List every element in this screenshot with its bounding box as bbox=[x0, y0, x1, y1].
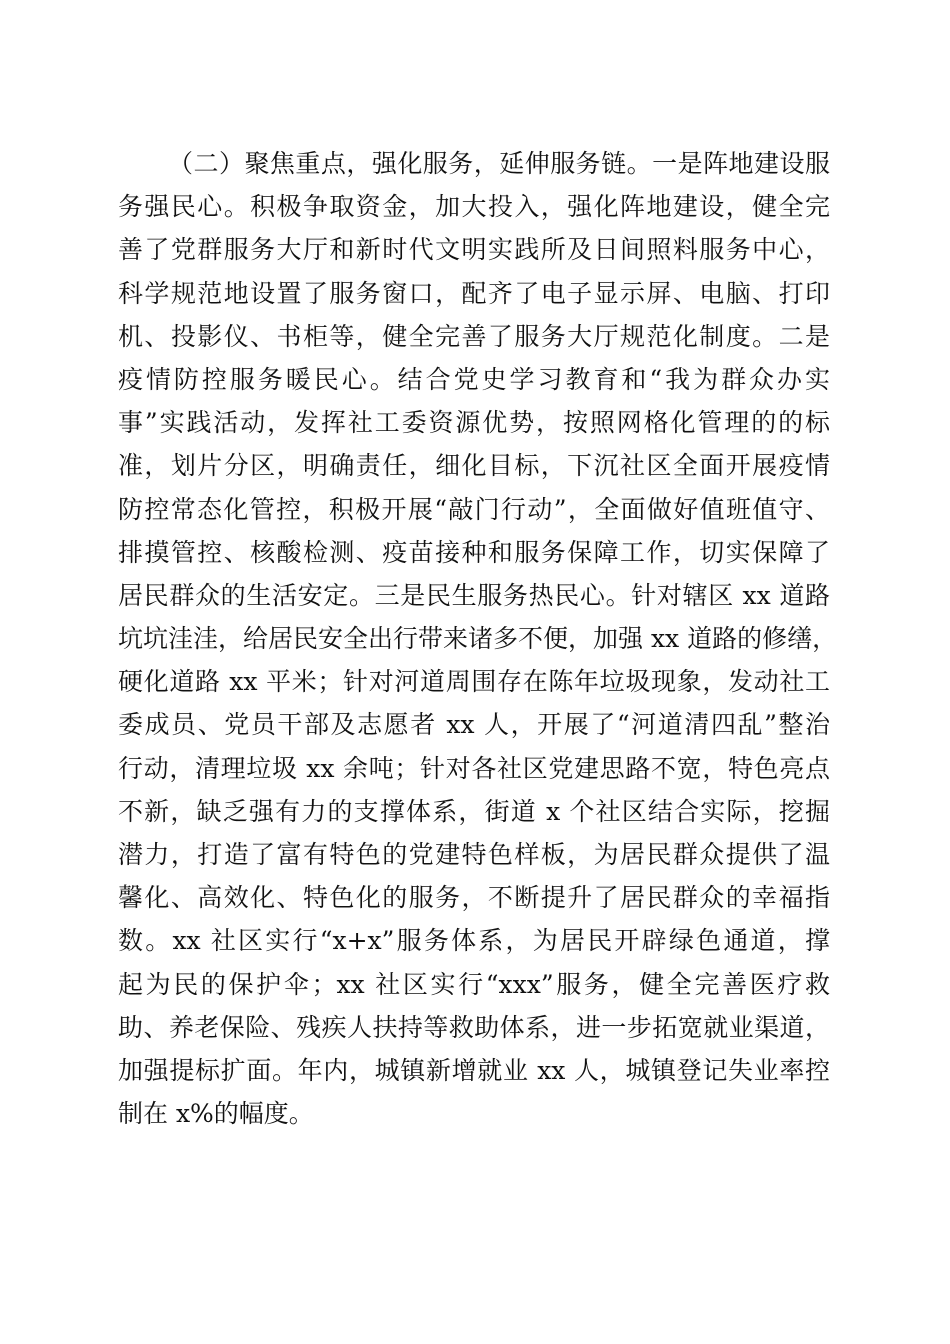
paragraph-line: 委成员、党员干部及志愿者 xx 人，开展了“河道清四乱”整治 bbox=[118, 710, 830, 740]
paragraph-line: 行动，清理垃圾 xx 余吨；针对各社区党建思路不宽，特色亮点 bbox=[118, 753, 830, 783]
paragraph-line: 坑坑洼洼，给居民安全出行带来诸多不便，加强 xx 道路的修缮， bbox=[118, 624, 838, 654]
paragraph-line: 疫情防控服务暖民心。结合党史学习教育和“我为群众办实 bbox=[118, 364, 830, 394]
paragraph-line: 机、投影仪、书柜等，健全完善了服务大厅规范化制度。二是 bbox=[118, 321, 830, 351]
paragraph-line: 准，划片分区，明确责任，细化目标，下沉社区全面开展疫情 bbox=[118, 451, 830, 481]
paragraph-line: 制在 x%的幅度。 bbox=[118, 1099, 314, 1129]
paragraph-line: 起为民的保护伞；xx 社区实行“xxx”服务，健全完善医疗救 bbox=[118, 969, 830, 999]
paragraph-line: 善了党群服务大厅和新时代文明实践所及日间照料服务中心， bbox=[118, 235, 830, 265]
paragraph-line: 不新，缺乏强有力的支撑体系，街道 x 个社区结合实际，挖掘 bbox=[118, 796, 830, 826]
paragraph-line: 加强提标扩面。年内，城镇新增就业 xx 人，城镇登记失业率控 bbox=[118, 1055, 830, 1085]
paragraph-line: 潜力，打造了富有特色的党建特色样板，为居民群众提供了温 bbox=[118, 840, 830, 869]
paragraph-line: 助、养老保险、残疾人扶持等救助体系，进一步拓宽就业渠道， bbox=[118, 1012, 830, 1042]
paragraph-line: 数。xx 社区实行“x+x”服务体系，为居民开辟绿色通道，撑 bbox=[118, 926, 830, 956]
paragraph-line: （二）聚焦重点，强化服务，延伸服务链。一是阵地建设服 bbox=[168, 149, 830, 178]
paragraph-line: 排摸管控、核酸检测、疫苗接种和服务保障工作，切实保障了 bbox=[118, 537, 830, 567]
paragraph-line: 科学规范地设置了服务窗口，配齐了电子显示屏、电脑、打印 bbox=[118, 278, 830, 308]
body-paragraph bbox=[118, 142, 838, 1135]
paragraph-line: 居民群众的生活安定。三是民生服务热民心。针对辖区 xx 道路 bbox=[118, 580, 830, 610]
paragraph-line: 硬化道路 xx 平米；针对河道周围存在陈年垃圾现象，发动社工 bbox=[118, 667, 830, 697]
paragraph-line: 务强民心。积极争取资金，加大投入，强化阵地建设，健全完 bbox=[118, 192, 830, 222]
paragraph-line: 防控常态化管控，积极开展“敲门行动”，全面做好值班值守、 bbox=[118, 494, 830, 524]
paragraph-line: 馨化、高效化、特色化的服务，不断提升了居民群众的幸福指 bbox=[118, 883, 830, 913]
paragraph-line: 事”实践活动，发挥社工委资源优势，按照网格化管理的的标 bbox=[118, 408, 830, 438]
